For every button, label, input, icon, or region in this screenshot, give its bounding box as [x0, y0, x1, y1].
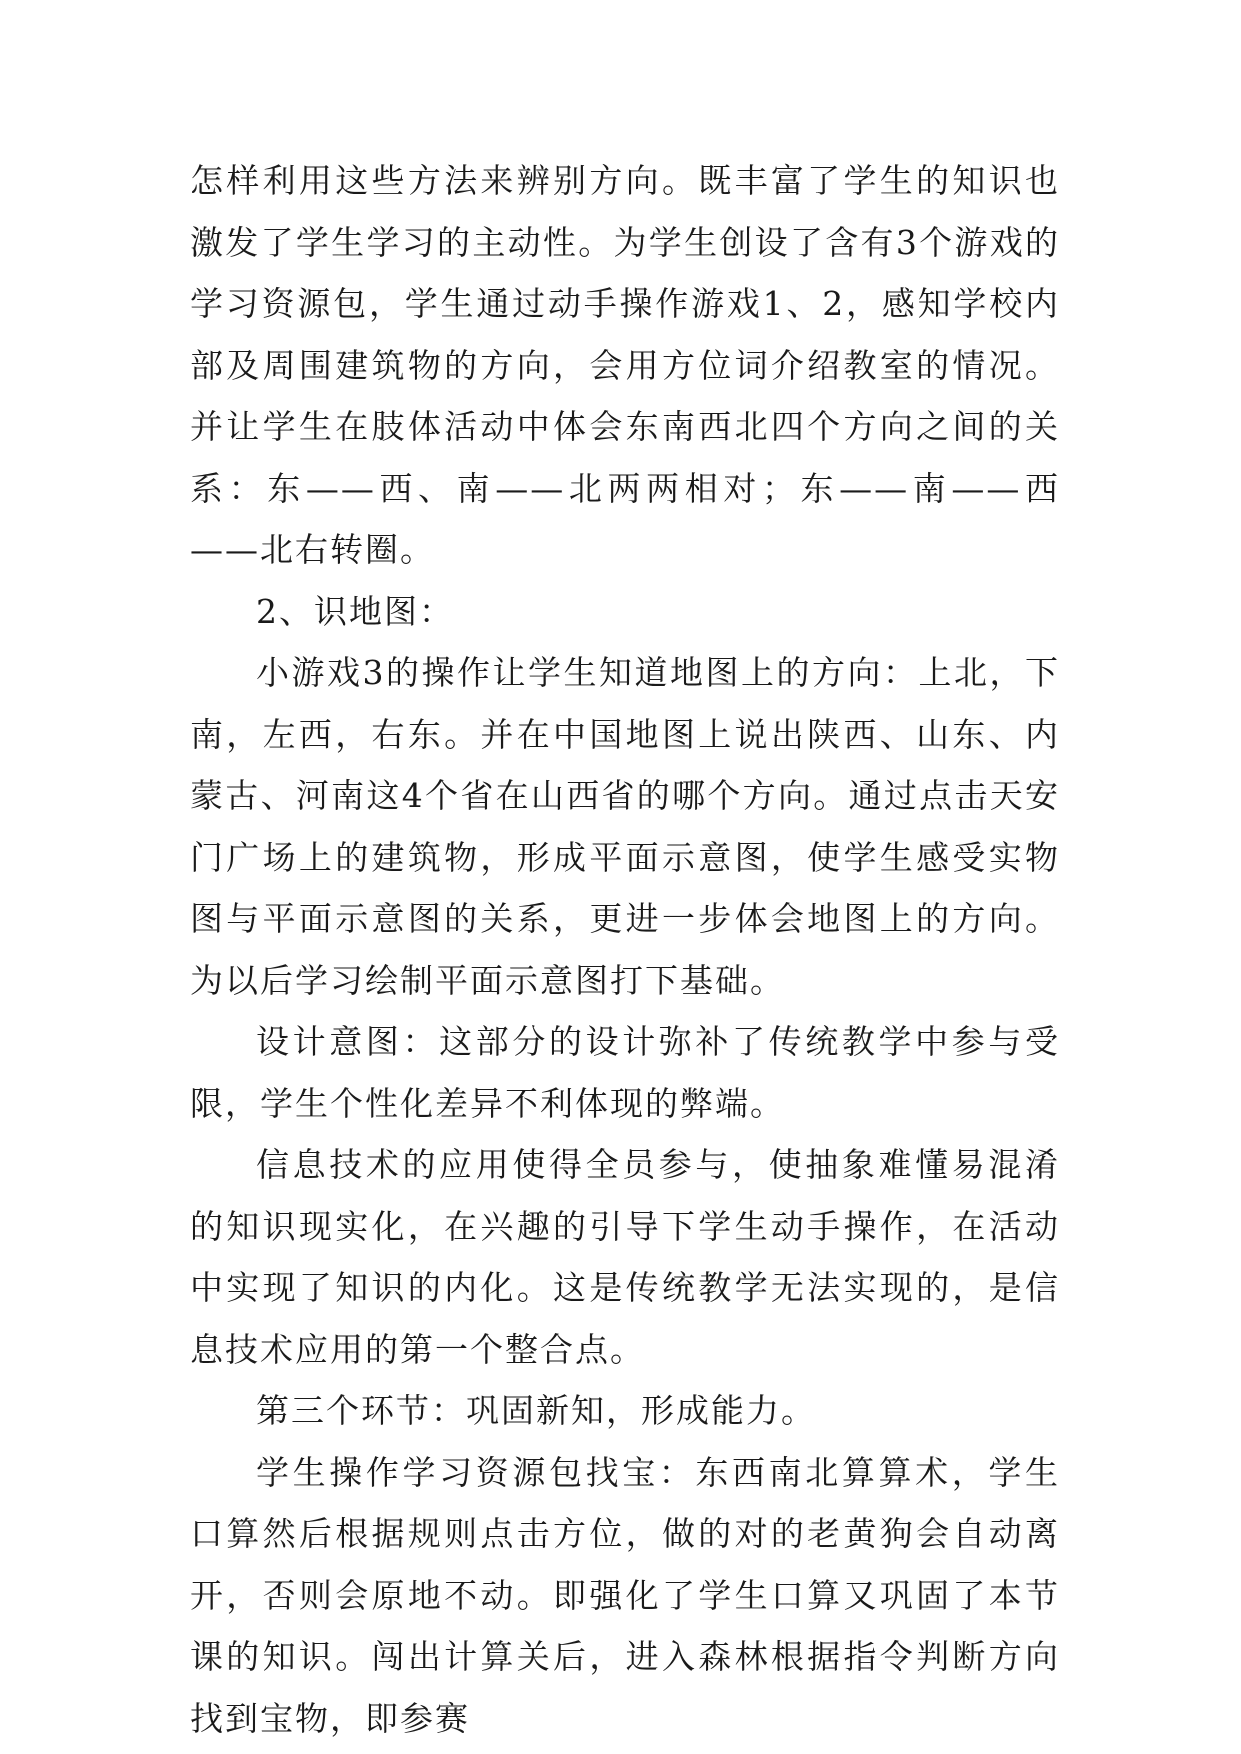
paragraph-it-application: 信息技术的应用使得全员参与，使抽象难懂易混淆的知识现实化，在兴趣的引导下学生动手操作，在活动中实现了知识的内化。这是传统教学无法实现的，是信息技术应用的第一个整合点。	[190, 1145, 1060, 1369]
paragraph-design-intent: 设计意图：这部分的设计弥补了传统教学中参与受限，学生个性化差异不利体现的弊端。	[190, 1022, 1060, 1123]
section-heading-map: 2、识地图：	[256, 591, 454, 631]
paragraph-treasure-hunt: 学生操作学习资源包找宝：东西南北算算术，学生口算然后根据规则点击方位，做的对的老黄狗会自动离开，否则会原地不动。即强化了学生口算又巩固了本节课的知识。闯出计算关后，进入森林根据指令判断方向找到宝物，即参赛	[190, 1452, 1060, 1738]
paragraph-continued: 怎样利用这些方法来辨别方向。既丰富了学生的知识也激发了学生学习的主动性。为学生创设了含有3个游戏的学习资源包，学生通过动手操作游戏1、2，感知学校内部及周围建筑物的方向，会用方位词介绍教室的情况。并让学生在肢体活动中体会东南西北四个方向之间的关系：东——西、南——北两两相对；东——南——西——北右转圈。	[190, 161, 1060, 569]
paragraph-game3: 小游戏3的操作让学生知道地图上的方向：上北，下南，左西，右东。并在中国地图上说出陕西、山东、内蒙古、河南这4个省在山西省的哪个方向。通过点击天安门广场上的建筑物，形成平面示意图，使学生感受实物图与平面示意图的关系，更进一步体会地图上的方向。为以后学习绘制平面示意图打下基础。	[190, 653, 1060, 1000]
document-body	[190, 150, 1060, 1749]
section-heading-third-stage: 第三个环节：巩固新知，形成能力。	[256, 1391, 816, 1430]
